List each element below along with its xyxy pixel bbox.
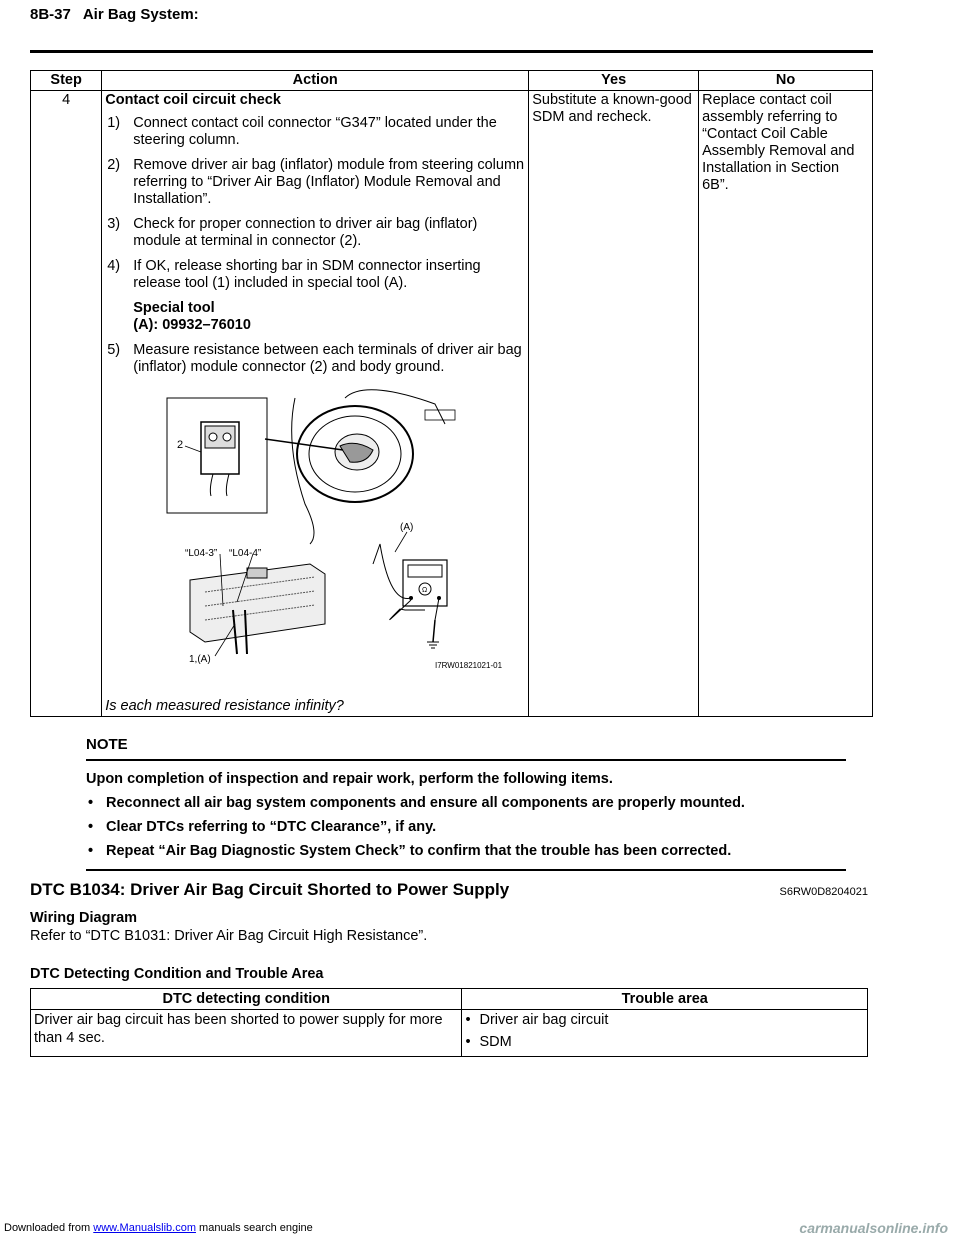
col-header-yes: Yes [529,71,699,91]
svg-text:1,(A): 1,(A) [189,654,211,665]
special-tool-value: (A): 09932–76010 [133,317,251,333]
step-table [30,70,873,717]
check-question: Is each measured resistance infinity? [105,698,344,714]
dtc-table-header [31,989,868,1010]
svg-text:(A): (A) [400,522,414,533]
svg-text:“L04-4”: “L04-4” [229,548,262,559]
no-cell: Replace contact coil assembly referring to “Contact Coil Cable Assembly Removal and Installation in Section 6B”. [699,91,873,717]
step-table-header [31,71,873,91]
trouble-area-cell [462,1010,868,1057]
yes-cell: Substitute a known-good SDM and recheck. [529,91,699,717]
note-block [86,736,846,871]
header-rule [30,50,873,53]
action-step: 1) Connect contact coil connector “G347” located under the steering column. [107,115,497,148]
connector-illustration [105,384,525,696]
dtc-table [30,988,868,1057]
diagnostic-figure [105,384,525,696]
action-step: 3) Check for proper connection to driver air bag (inflator) module at terminal in connector (2). [107,216,478,249]
note-bullet: • Clear DTCs referring to “DTC Clearance”, if any. [86,819,846,835]
action-title: Contact coil circuit check [105,92,281,108]
page-label: 8B-37 [30,6,71,23]
page-header [30,6,199,23]
note-rule-bottom [86,869,846,871]
col-header-action: Action [102,71,529,91]
svg-text:2: 2 [177,439,184,451]
footer [4,1222,313,1234]
note-rule-top [86,759,846,761]
trouble-area-item: • SDM [465,1033,864,1051]
manualslib-link[interactable]: www.Manualslib.com [93,1222,196,1234]
watermark: carmanualsonline.info [799,1220,948,1236]
action-steps-after [107,342,525,376]
action-step: 2) Remove driver air bag (inflator) module from steering column referring to “Driver Air Bag (Inflator) Module Removal and Installation”. [107,157,525,207]
col-header-condition: DTC detecting condition [31,989,462,1010]
trouble-area-item: • Driver air bag circuit [465,1011,864,1029]
table-row [31,91,873,717]
wiring-heading: Wiring Diagram [30,910,138,926]
action-step: 5) Measure resistance between each terminals of driver air bag (inflator) module connector (2) and body ground. [107,342,522,375]
section-title: DTC B1034: Driver Air Bag Circuit Shorted to Power Supply [30,880,510,899]
wiring-text: Refer to “DTC B1031: Driver Air Bag Circuit High Resistance”. [30,928,428,944]
note-bullet: • Repeat “Air Bag Diagnostic System Check” to confirm that the trouble has been corrected. [86,843,846,859]
svg-text:Ω: Ω [422,587,428,594]
col-header-step: Step [31,71,102,91]
condition-cell: Driver air bag circuit has been shorted to power supply for more than 4 sec. [31,1010,462,1057]
note-title: NOTE [86,736,128,753]
col-header-no: No [699,71,873,91]
special-tool [105,300,525,334]
dtc-heading: DTC Detecting Condition and Trouble Area [30,966,324,982]
footer-prefix: Downloaded from [4,1222,94,1234]
action-step: 4) If OK, release shorting bar in SDM connector inserting release tool (1) included in special tool (A). [107,258,481,291]
footer-suffix: manuals search engine [195,1222,313,1234]
step-number: 4 [31,91,102,717]
svg-text:“L04-3”: “L04-3” [185,548,218,559]
section-name: Air Bag System: [82,6,199,23]
col-header-trouble-area: Trouble area [462,989,868,1010]
special-tool-label: Special tool [133,300,215,316]
note-bullet: • Reconnect all air bag system components and ensure all components are properly mounted. [86,795,846,811]
svg-text:I7RW01821021-01: I7RW01821021-01 [435,661,503,670]
table-row [31,1010,868,1057]
section-code: S6RW0D8204021 [779,886,868,898]
action-cell [102,91,529,717]
note-intro: Upon completion of inspection and repair work, perform the following items. [86,771,613,787]
action-steps [107,115,525,292]
